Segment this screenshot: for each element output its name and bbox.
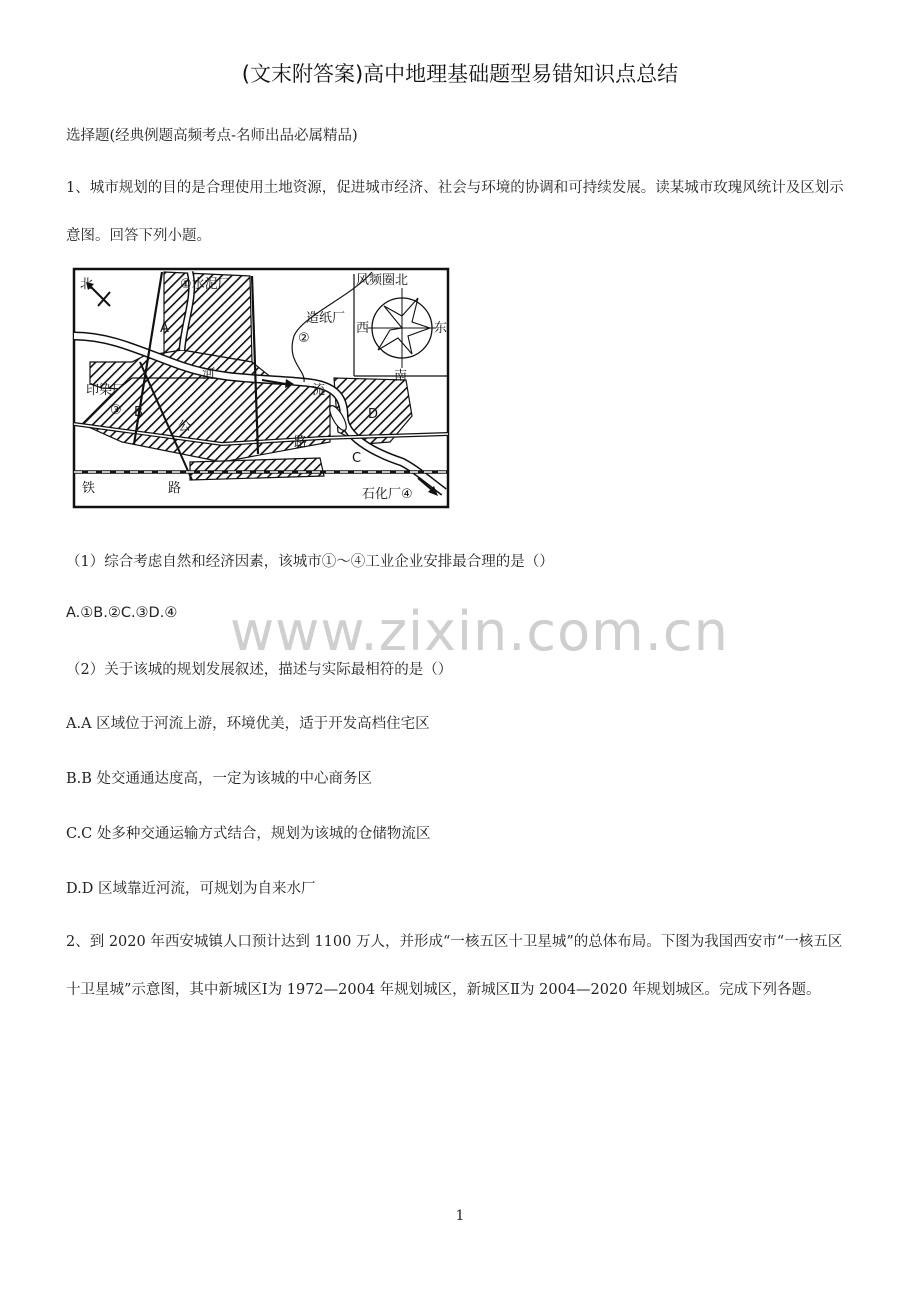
page-title: (文末附答案)高中地理基础题型易错知识点总结 <box>241 62 679 86</box>
wind-rose-title: 风频圈北 <box>356 273 409 288</box>
question-1-stem: 1、城市规划的目的是合理使用土地资源，促进城市经济、社会与环境的协调和可持续发展。读某城市玫瑰风统计及区划示意图。回答下列小题。 <box>66 180 844 244</box>
highway-label-2: 路 <box>294 435 308 450</box>
south-zone-area <box>190 458 324 480</box>
zone-d-label: D <box>368 407 379 422</box>
subquestion-1: （1）综合考虑自然和经济因素，该城市①～④工业企业安排最合理的是（） <box>66 554 554 570</box>
zone-b-label: B <box>134 405 143 420</box>
south-label: 南 <box>394 369 408 384</box>
petrochemical-plant-label: 石化厂④ <box>362 487 413 502</box>
option-b: B.B 处交通通达度高，一定为该城的中心商务区 <box>66 771 373 787</box>
option-c: C.C 处多种交通运输方式结合，规划为该城的仓储物流区 <box>66 826 431 842</box>
zone-c-label: C <box>352 451 362 466</box>
river-label-1: 河 <box>202 367 216 382</box>
highway-label-1: 公 <box>178 419 192 434</box>
east-label: 东 <box>434 321 448 336</box>
section-heading: 选择题(经典例题高频考点-名师出品必属精品) <box>66 128 358 144</box>
city-zoning-map <box>72 266 452 512</box>
north-label: 北 <box>80 277 94 292</box>
cement-factory-label: ①水泥厂 <box>180 277 231 292</box>
subquestion-1-options: A.①B.②C.③D.④ <box>66 605 178 621</box>
railway-label-1: 铁 <box>82 481 96 496</box>
subquestion-2: （2）关于该城的规划发展叙述，描述与实际最相符的是（） <box>66 662 453 678</box>
river-label-2: 流 <box>312 383 326 398</box>
option-a: A.A 区域位于河流上游，环境优美，适于开发高档住宅区 <box>66 716 430 732</box>
paper-mill-number: ② <box>298 331 310 346</box>
zone-a-label: A <box>160 321 169 336</box>
option-d: D.D 区域靠近河流，可规划为自来水厂 <box>66 881 316 897</box>
dyeing-factory-label: 印染厂 <box>86 383 126 398</box>
dyeing-factory-number: ③ <box>110 403 122 418</box>
watermark: www.zixin.com.cn <box>230 600 729 663</box>
west-label: 西 <box>356 321 370 336</box>
railway-label-2: 路 <box>168 481 182 496</box>
question-2-stem: 2、到 2020 年西安城镇人口预计达到 1100 万人，并形成“一核五区十卫星城”的总体布局。下图为我国西安市“一核五区十卫星城”示意图，其中新城区Ⅰ为 1972—2004 年规划城区，新城区Ⅱ为 2004—2020 年规划城区。完成下列各题。 <box>66 934 843 998</box>
page-number: 1 <box>455 1208 465 1224</box>
paper-mill-label: 造纸厂 <box>306 311 346 326</box>
